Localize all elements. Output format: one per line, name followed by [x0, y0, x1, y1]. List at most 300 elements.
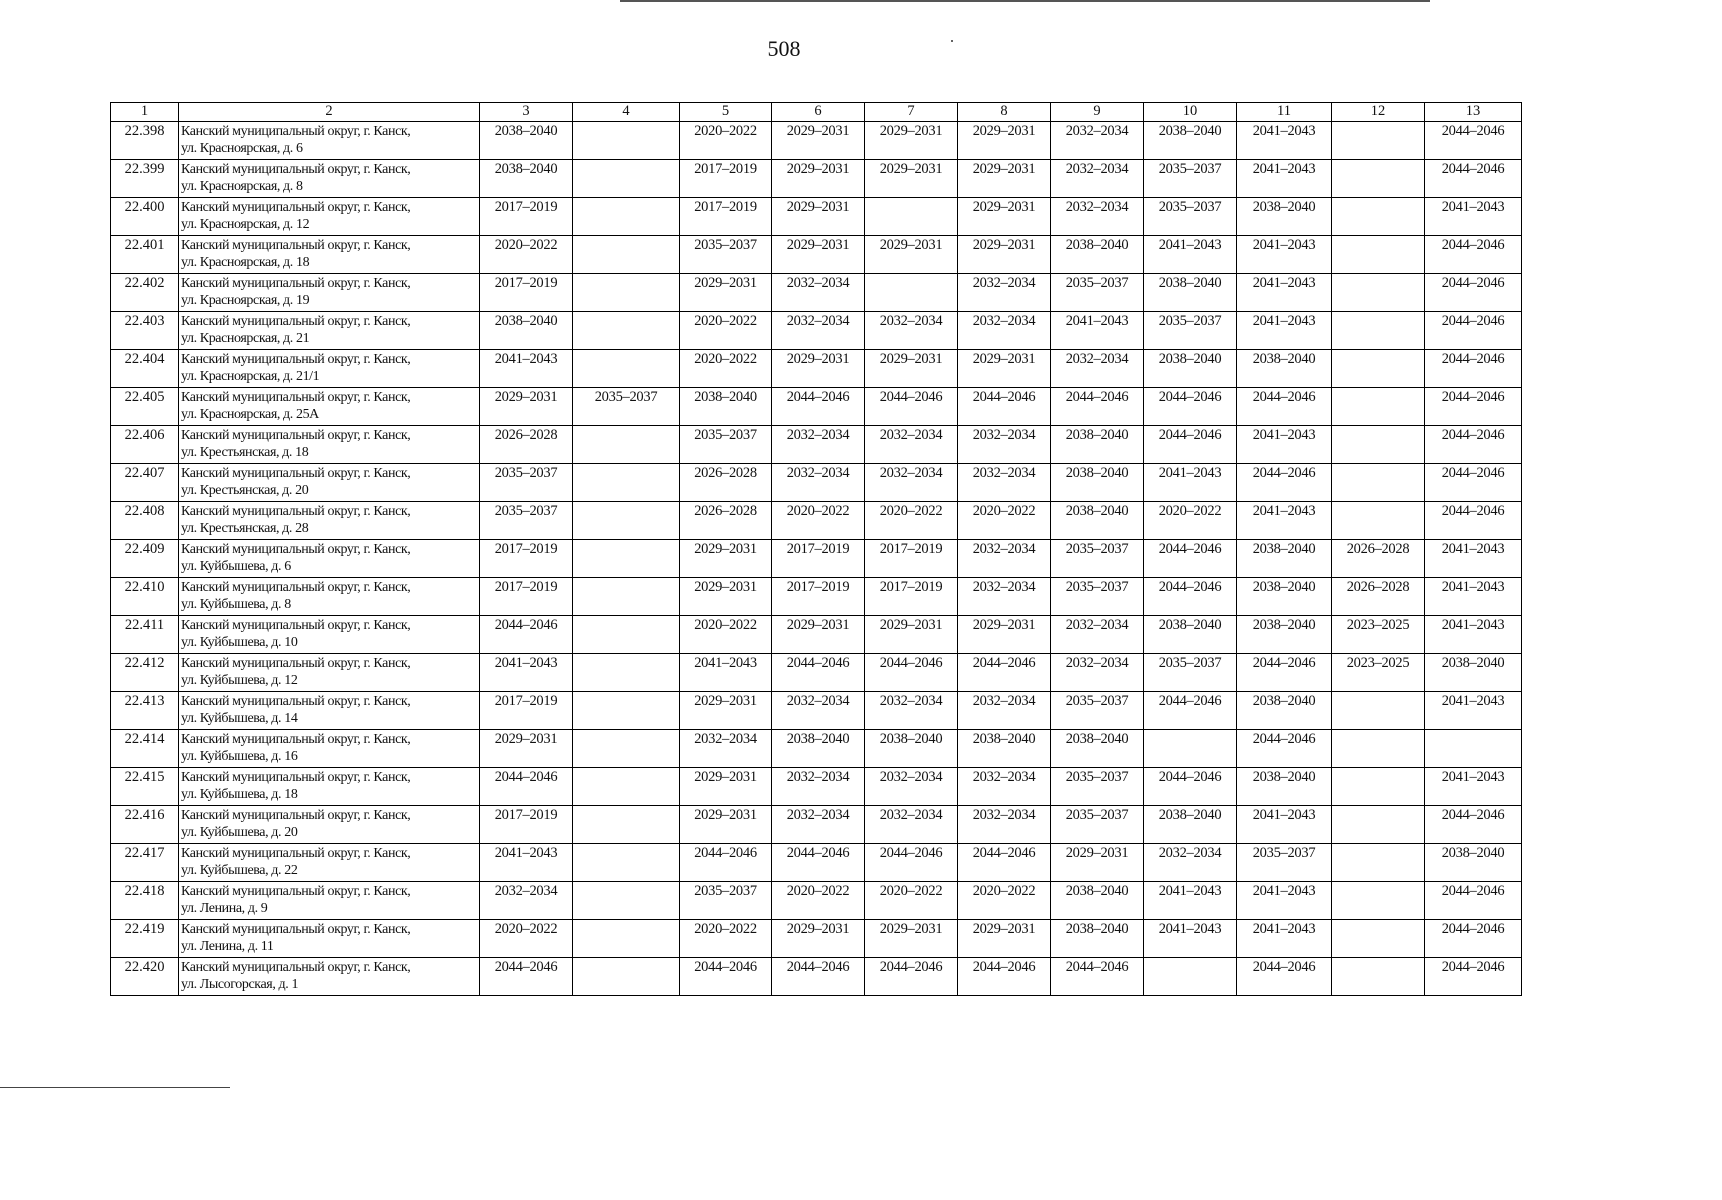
period-cell-col-13: 2044–2046 — [1425, 882, 1522, 920]
row-number: 22.409 — [111, 540, 179, 578]
period-cell-col-5: 2035–2037 — [680, 236, 772, 274]
period-cell-col-11: 2044–2046 — [1237, 464, 1332, 502]
column-header-5: 5 — [680, 103, 772, 122]
period-cell-col-3: 2038–2040 — [480, 160, 573, 198]
row-number: 22.418 — [111, 882, 179, 920]
period-cell-col-12 — [1332, 350, 1425, 388]
period-cell-col-10: 2035–2037 — [1144, 312, 1237, 350]
period-cell-col-8: 2044–2046 — [958, 958, 1051, 996]
period-cell-col-6: 2029–2031 — [772, 236, 865, 274]
row-number: 22.420 — [111, 958, 179, 996]
table-row — [111, 426, 1522, 464]
column-header-4: 4 — [573, 103, 680, 122]
period-cell-col-6: 2029–2031 — [772, 122, 865, 160]
period-cell-col-10: 2044–2046 — [1144, 578, 1237, 616]
period-cell-col-11: 2041–2043 — [1237, 806, 1332, 844]
address-cell — [179, 464, 480, 502]
period-cell-col-9: 2032–2034 — [1051, 350, 1144, 388]
period-cell-col-12: 2023–2025 — [1332, 616, 1425, 654]
period-cell-col-6: 2044–2046 — [772, 958, 865, 996]
period-cell-col-7 — [865, 274, 958, 312]
period-cell-col-3: 2017–2019 — [480, 198, 573, 236]
period-cell-col-10: 2044–2046 — [1144, 692, 1237, 730]
table-row — [111, 198, 1522, 236]
address-district: Канский муниципальный округ, г. Канск, — [181, 352, 411, 367]
period-cell-col-11: 2035–2037 — [1237, 844, 1332, 882]
period-cell-col-8: 2032–2034 — [958, 692, 1051, 730]
period-cell-col-12 — [1332, 122, 1425, 160]
period-cell-col-11: 2038–2040 — [1237, 578, 1332, 616]
period-cell-col-12 — [1332, 388, 1425, 426]
address-cell — [179, 350, 480, 388]
address-street: ул. Красноярская, д. 6 — [181, 141, 303, 156]
period-cell-col-6: 2038–2040 — [772, 730, 865, 768]
period-cell-col-5: 2020–2022 — [680, 616, 772, 654]
period-cell-col-13: 2041–2043 — [1425, 578, 1522, 616]
period-cell-col-13: 2044–2046 — [1425, 920, 1522, 958]
period-cell-col-7: 2044–2046 — [865, 844, 958, 882]
period-cell-col-10: 2035–2037 — [1144, 160, 1237, 198]
period-cell-col-13: 2044–2046 — [1425, 160, 1522, 198]
period-cell-col-11: 2044–2046 — [1237, 654, 1332, 692]
period-cell-col-6: 2032–2034 — [772, 426, 865, 464]
period-cell-col-4 — [573, 122, 680, 160]
period-cell-col-6: 2029–2031 — [772, 920, 865, 958]
period-cell-col-8: 2029–2031 — [958, 236, 1051, 274]
period-cell-col-4 — [573, 350, 680, 388]
period-cell-col-4 — [573, 578, 680, 616]
period-cell-col-9: 2038–2040 — [1051, 920, 1144, 958]
address-street: ул. Крестьянская, д. 18 — [181, 445, 309, 460]
address-street: ул. Куйбышева, д. 14 — [181, 711, 298, 726]
period-cell-col-11: 2038–2040 — [1237, 692, 1332, 730]
row-number: 22.405 — [111, 388, 179, 426]
period-cell-col-9: 2044–2046 — [1051, 388, 1144, 426]
period-cell-col-6: 2020–2022 — [772, 882, 865, 920]
address-cell — [179, 160, 480, 198]
period-cell-col-12 — [1332, 426, 1425, 464]
period-cell-col-13: 2044–2046 — [1425, 122, 1522, 160]
period-cell-col-7: 2032–2034 — [865, 806, 958, 844]
period-cell-col-13: 2041–2043 — [1425, 540, 1522, 578]
period-cell-col-10: 2044–2046 — [1144, 388, 1237, 426]
period-cell-col-8: 2032–2034 — [958, 578, 1051, 616]
table-row — [111, 616, 1522, 654]
address-cell — [179, 882, 480, 920]
row-number: 22.404 — [111, 350, 179, 388]
address-cell — [179, 920, 480, 958]
period-cell-col-11: 2044–2046 — [1237, 388, 1332, 426]
period-cell-col-11: 2041–2043 — [1237, 882, 1332, 920]
period-cell-col-10: 2038–2040 — [1144, 806, 1237, 844]
address-street: ул. Красноярская, д. 18 — [181, 255, 310, 270]
column-header-9: 9 — [1051, 103, 1144, 122]
period-cell-col-4 — [573, 768, 680, 806]
table-row — [111, 692, 1522, 730]
period-cell-col-12 — [1332, 198, 1425, 236]
period-cell-col-11: 2041–2043 — [1237, 426, 1332, 464]
column-header-12: 12 — [1332, 103, 1425, 122]
period-cell-col-3: 2032–2034 — [480, 882, 573, 920]
period-cell-col-9: 2035–2037 — [1051, 806, 1144, 844]
period-cell-col-6: 2029–2031 — [772, 350, 865, 388]
address-cell — [179, 274, 480, 312]
period-cell-col-7: 2017–2019 — [865, 578, 958, 616]
row-number: 22.406 — [111, 426, 179, 464]
period-cell-col-4 — [573, 882, 680, 920]
period-cell-col-3: 2029–2031 — [480, 388, 573, 426]
period-cell-col-13: 2041–2043 — [1425, 198, 1522, 236]
row-number: 22.410 — [111, 578, 179, 616]
period-cell-col-10: 2038–2040 — [1144, 274, 1237, 312]
table-row — [111, 768, 1522, 806]
row-number: 22.408 — [111, 502, 179, 540]
period-cell-col-8: 2029–2031 — [958, 122, 1051, 160]
period-cell-col-6: 2017–2019 — [772, 578, 865, 616]
period-cell-col-8: 2020–2022 — [958, 502, 1051, 540]
period-cell-col-3: 2020–2022 — [480, 236, 573, 274]
period-cell-col-10: 2032–2034 — [1144, 844, 1237, 882]
period-cell-col-3: 2035–2037 — [480, 502, 573, 540]
period-cell-col-6: 2044–2046 — [772, 388, 865, 426]
period-cell-col-6: 2029–2031 — [772, 616, 865, 654]
address-cell — [179, 578, 480, 616]
period-cell-col-10: 2035–2037 — [1144, 654, 1237, 692]
period-cell-col-9: 2032–2034 — [1051, 198, 1144, 236]
bottom-rule — [0, 1087, 230, 1088]
address-cell — [179, 236, 480, 274]
period-cell-col-5: 2017–2019 — [680, 160, 772, 198]
period-cell-col-5: 2017–2019 — [680, 198, 772, 236]
address-street: ул. Куйбышева, д. 6 — [181, 559, 291, 574]
row-number: 22.399 — [111, 160, 179, 198]
address-district: Канский муниципальный округ, г. Канск, — [181, 504, 411, 519]
period-cell-col-6: 2032–2034 — [772, 692, 865, 730]
table-row — [111, 578, 1522, 616]
period-cell-col-3: 2041–2043 — [480, 350, 573, 388]
address-district: Канский муниципальный округ, г. Канск, — [181, 200, 411, 215]
period-cell-col-4 — [573, 692, 680, 730]
address-street: ул. Красноярская, д. 21 — [181, 331, 310, 346]
period-cell-col-9: 2035–2037 — [1051, 274, 1144, 312]
period-cell-col-11: 2038–2040 — [1237, 350, 1332, 388]
period-cell-col-12 — [1332, 844, 1425, 882]
period-cell-col-5: 2035–2037 — [680, 882, 772, 920]
period-cell-col-10: 2041–2043 — [1144, 236, 1237, 274]
period-cell-col-9: 2032–2034 — [1051, 654, 1144, 692]
period-cell-col-4 — [573, 274, 680, 312]
period-cell-col-9: 2038–2040 — [1051, 464, 1144, 502]
period-cell-col-11: 2041–2043 — [1237, 920, 1332, 958]
address-street: ул. Куйбышева, д. 22 — [181, 863, 298, 878]
period-cell-col-7: 2029–2031 — [865, 122, 958, 160]
table-row — [111, 920, 1522, 958]
period-cell-col-4 — [573, 540, 680, 578]
page-number: 508 — [767, 36, 801, 61]
address-street: ул. Куйбышева, д. 10 — [181, 635, 298, 650]
period-cell-col-12 — [1332, 806, 1425, 844]
period-cell-col-9: 2032–2034 — [1051, 122, 1144, 160]
period-cell-col-7: 2032–2034 — [865, 692, 958, 730]
period-cell-col-6: 2032–2034 — [772, 806, 865, 844]
address-cell — [179, 198, 480, 236]
period-cell-col-5: 2026–2028 — [680, 502, 772, 540]
address-district: Канский муниципальный округ, г. Канск, — [181, 314, 411, 329]
address-district: Канский муниципальный округ, г. Канск, — [181, 466, 411, 481]
address-street: ул. Ленина, д. 11 — [181, 939, 274, 954]
period-cell-col-13: 2044–2046 — [1425, 274, 1522, 312]
period-cell-col-8: 2032–2034 — [958, 806, 1051, 844]
period-cell-col-6: 2032–2034 — [772, 274, 865, 312]
address-cell — [179, 654, 480, 692]
period-cell-col-8: 2029–2031 — [958, 350, 1051, 388]
period-cell-col-13: 2044–2046 — [1425, 464, 1522, 502]
period-cell-col-7: 2032–2034 — [865, 312, 958, 350]
column-header-2: 2 — [179, 103, 480, 122]
period-cell-col-3: 2038–2040 — [480, 312, 573, 350]
address-cell — [179, 388, 480, 426]
address-cell — [179, 616, 480, 654]
period-cell-col-8: 2020–2022 — [958, 882, 1051, 920]
period-cell-col-13: 2044–2046 — [1425, 236, 1522, 274]
period-cell-col-4 — [573, 312, 680, 350]
row-number: 22.416 — [111, 806, 179, 844]
table-row — [111, 730, 1522, 768]
table-row — [111, 958, 1522, 996]
address-cell — [179, 426, 480, 464]
period-cell-col-8: 2032–2034 — [958, 274, 1051, 312]
period-cell-col-8: 2029–2031 — [958, 198, 1051, 236]
period-cell-col-4 — [573, 160, 680, 198]
table-row — [111, 312, 1522, 350]
period-cell-col-9: 2032–2034 — [1051, 616, 1144, 654]
period-cell-col-11: 2041–2043 — [1237, 236, 1332, 274]
period-cell-col-3: 2044–2046 — [480, 958, 573, 996]
address-district: Канский муниципальный округ, г. Канск, — [181, 542, 411, 557]
period-cell-col-8: 2038–2040 — [958, 730, 1051, 768]
period-cell-col-3: 2041–2043 — [480, 654, 573, 692]
period-cell-col-5: 2032–2034 — [680, 730, 772, 768]
address-cell — [179, 768, 480, 806]
period-cell-col-11: 2041–2043 — [1237, 122, 1332, 160]
row-number: 22.398 — [111, 122, 179, 160]
row-number: 22.411 — [111, 616, 179, 654]
period-cell-col-5: 2020–2022 — [680, 122, 772, 160]
period-cell-col-11: 2038–2040 — [1237, 540, 1332, 578]
period-cell-col-6: 2032–2034 — [772, 464, 865, 502]
period-cell-col-3: 2038–2040 — [480, 122, 573, 160]
row-number: 22.402 — [111, 274, 179, 312]
period-cell-col-10: 2041–2043 — [1144, 882, 1237, 920]
period-cell-col-12: 2026–2028 — [1332, 578, 1425, 616]
period-cell-col-5: 2026–2028 — [680, 464, 772, 502]
period-cell-col-8: 2044–2046 — [958, 388, 1051, 426]
period-cell-col-4: 2035–2037 — [573, 388, 680, 426]
address-district: Канский муниципальный округ, г. Канск, — [181, 618, 411, 633]
period-cell-col-3: 2035–2037 — [480, 464, 573, 502]
table-row — [111, 160, 1522, 198]
period-cell-col-7: 2044–2046 — [865, 388, 958, 426]
period-cell-col-7: 2020–2022 — [865, 882, 958, 920]
period-cell-col-9: 2038–2040 — [1051, 426, 1144, 464]
period-cell-col-3: 2017–2019 — [480, 692, 573, 730]
period-cell-col-3: 2020–2022 — [480, 920, 573, 958]
period-cell-col-10: 2038–2040 — [1144, 350, 1237, 388]
table-row — [111, 502, 1522, 540]
table-row — [111, 274, 1522, 312]
period-cell-col-10 — [1144, 730, 1237, 768]
period-cell-col-3: 2044–2046 — [480, 768, 573, 806]
period-cell-col-6: 2044–2046 — [772, 844, 865, 882]
address-street: ул. Куйбышева, д. 12 — [181, 673, 298, 688]
address-street: ул. Куйбышева, д. 20 — [181, 825, 298, 840]
period-cell-col-9: 2029–2031 — [1051, 844, 1144, 882]
period-cell-col-8: 2032–2034 — [958, 768, 1051, 806]
address-cell — [179, 958, 480, 996]
table-row — [111, 388, 1522, 426]
period-cell-col-13: 2044–2046 — [1425, 806, 1522, 844]
period-cell-col-5: 2029–2031 — [680, 274, 772, 312]
period-cell-col-8: 2029–2031 — [958, 616, 1051, 654]
address-district: Канский муниципальный округ, г. Канск, — [181, 276, 411, 291]
period-cell-col-12 — [1332, 274, 1425, 312]
period-cell-col-10: 2038–2040 — [1144, 122, 1237, 160]
period-cell-col-3: 2044–2046 — [480, 616, 573, 654]
address-street: ул. Куйбышева, д. 18 — [181, 787, 298, 802]
period-cell-col-3: 2017–2019 — [480, 806, 573, 844]
period-cell-col-4 — [573, 920, 680, 958]
period-cell-col-4 — [573, 502, 680, 540]
period-cell-col-7: 2029–2031 — [865, 616, 958, 654]
period-cell-col-9: 2032–2034 — [1051, 160, 1144, 198]
period-cell-col-11: 2038–2040 — [1237, 616, 1332, 654]
period-cell-col-7: 2038–2040 — [865, 730, 958, 768]
period-cell-col-13: 2044–2046 — [1425, 426, 1522, 464]
period-cell-col-12 — [1332, 464, 1425, 502]
period-cell-col-7 — [865, 198, 958, 236]
period-cell-col-7: 2017–2019 — [865, 540, 958, 578]
period-cell-col-9: 2038–2040 — [1051, 882, 1144, 920]
period-cell-col-8: 2044–2046 — [958, 654, 1051, 692]
table-row — [111, 882, 1522, 920]
period-cell-col-11: 2044–2046 — [1237, 958, 1332, 996]
period-cell-col-3: 2041–2043 — [480, 844, 573, 882]
address-street: ул. Крестьянская, д. 28 — [181, 521, 309, 536]
address-street: ул. Лысогорская, д. 1 — [181, 977, 299, 992]
period-cell-col-10: 2044–2046 — [1144, 426, 1237, 464]
period-cell-col-13: 2044–2046 — [1425, 388, 1522, 426]
table-row — [111, 540, 1522, 578]
period-cell-col-11: 2044–2046 — [1237, 730, 1332, 768]
address-district: Канский муниципальный округ, г. Канск, — [181, 808, 411, 823]
period-cell-col-4 — [573, 958, 680, 996]
period-cell-col-9: 2035–2037 — [1051, 540, 1144, 578]
column-header-13: 13 — [1425, 103, 1522, 122]
address-district: Канский муниципальный округ, г. Канск, — [181, 884, 411, 899]
column-header-3: 3 — [480, 103, 573, 122]
address-district: Канский муниципальный округ, г. Канск, — [181, 390, 411, 405]
address-district: Канский муниципальный округ, г. Канск, — [181, 922, 411, 937]
period-cell-col-4 — [573, 844, 680, 882]
period-cell-col-13 — [1425, 730, 1522, 768]
address-street: ул. Красноярская, д. 25А — [181, 407, 319, 422]
table-row — [111, 122, 1522, 160]
period-cell-col-7: 2029–2031 — [865, 350, 958, 388]
address-street: ул. Ленина, д. 9 — [181, 901, 268, 916]
period-cell-col-5: 2044–2046 — [680, 958, 772, 996]
row-number: 22.417 — [111, 844, 179, 882]
period-cell-col-13: 2044–2046 — [1425, 502, 1522, 540]
period-cell-col-10: 2044–2046 — [1144, 768, 1237, 806]
table-row — [111, 654, 1522, 692]
period-cell-col-12 — [1332, 958, 1425, 996]
period-cell-col-7: 2032–2034 — [865, 426, 958, 464]
row-number: 22.413 — [111, 692, 179, 730]
period-cell-col-5: 2029–2031 — [680, 578, 772, 616]
schedule-table — [110, 102, 1522, 996]
period-cell-col-12 — [1332, 920, 1425, 958]
period-cell-col-4 — [573, 654, 680, 692]
period-cell-col-5: 2044–2046 — [680, 844, 772, 882]
period-cell-col-8: 2032–2034 — [958, 312, 1051, 350]
row-number: 22.412 — [111, 654, 179, 692]
period-cell-col-6: 2029–2031 — [772, 160, 865, 198]
period-cell-col-7: 2029–2031 — [865, 920, 958, 958]
period-cell-col-11: 2041–2043 — [1237, 274, 1332, 312]
address-street: ул. Куйбышева, д. 16 — [181, 749, 298, 764]
address-cell — [179, 312, 480, 350]
period-cell-col-9: 2035–2037 — [1051, 692, 1144, 730]
period-cell-col-12 — [1332, 692, 1425, 730]
period-cell-col-4 — [573, 464, 680, 502]
address-cell — [179, 502, 480, 540]
period-cell-col-12 — [1332, 768, 1425, 806]
period-cell-col-11: 2038–2040 — [1237, 198, 1332, 236]
period-cell-col-5: 2029–2031 — [680, 540, 772, 578]
period-cell-col-7: 2032–2034 — [865, 768, 958, 806]
period-cell-col-4 — [573, 198, 680, 236]
period-cell-col-6: 2029–2031 — [772, 198, 865, 236]
column-header-10: 10 — [1144, 103, 1237, 122]
period-cell-col-4 — [573, 730, 680, 768]
period-cell-col-8: 2029–2031 — [958, 160, 1051, 198]
address-street: ул. Куйбышева, д. 8 — [181, 597, 291, 612]
period-cell-col-6: 2017–2019 — [772, 540, 865, 578]
period-cell-col-13: 2041–2043 — [1425, 692, 1522, 730]
address-district: Канский муниципальный округ, г. Канск, — [181, 656, 411, 671]
row-number: 22.414 — [111, 730, 179, 768]
period-cell-col-5: 2029–2031 — [680, 692, 772, 730]
column-header-8: 8 — [958, 103, 1051, 122]
period-cell-col-6: 2032–2034 — [772, 312, 865, 350]
period-cell-col-10: 2041–2043 — [1144, 920, 1237, 958]
address-district: Канский муниципальный округ, г. Канск, — [181, 694, 411, 709]
period-cell-col-13: 2038–2040 — [1425, 654, 1522, 692]
period-cell-col-10: 2035–2037 — [1144, 198, 1237, 236]
period-cell-col-9: 2035–2037 — [1051, 578, 1144, 616]
column-header-11: 11 — [1237, 103, 1332, 122]
address-district: Канский муниципальный округ, г. Канск, — [181, 580, 411, 595]
period-cell-col-6: 2044–2046 — [772, 654, 865, 692]
period-cell-col-13: 2041–2043 — [1425, 616, 1522, 654]
address-district: Канский муниципальный округ, г. Канск, — [181, 124, 411, 139]
period-cell-col-13: 2044–2046 — [1425, 958, 1522, 996]
period-cell-col-7: 2044–2046 — [865, 958, 958, 996]
period-cell-col-7: 2029–2031 — [865, 236, 958, 274]
table-body — [111, 122, 1522, 996]
period-cell-col-13: 2041–2043 — [1425, 768, 1522, 806]
row-number: 22.415 — [111, 768, 179, 806]
